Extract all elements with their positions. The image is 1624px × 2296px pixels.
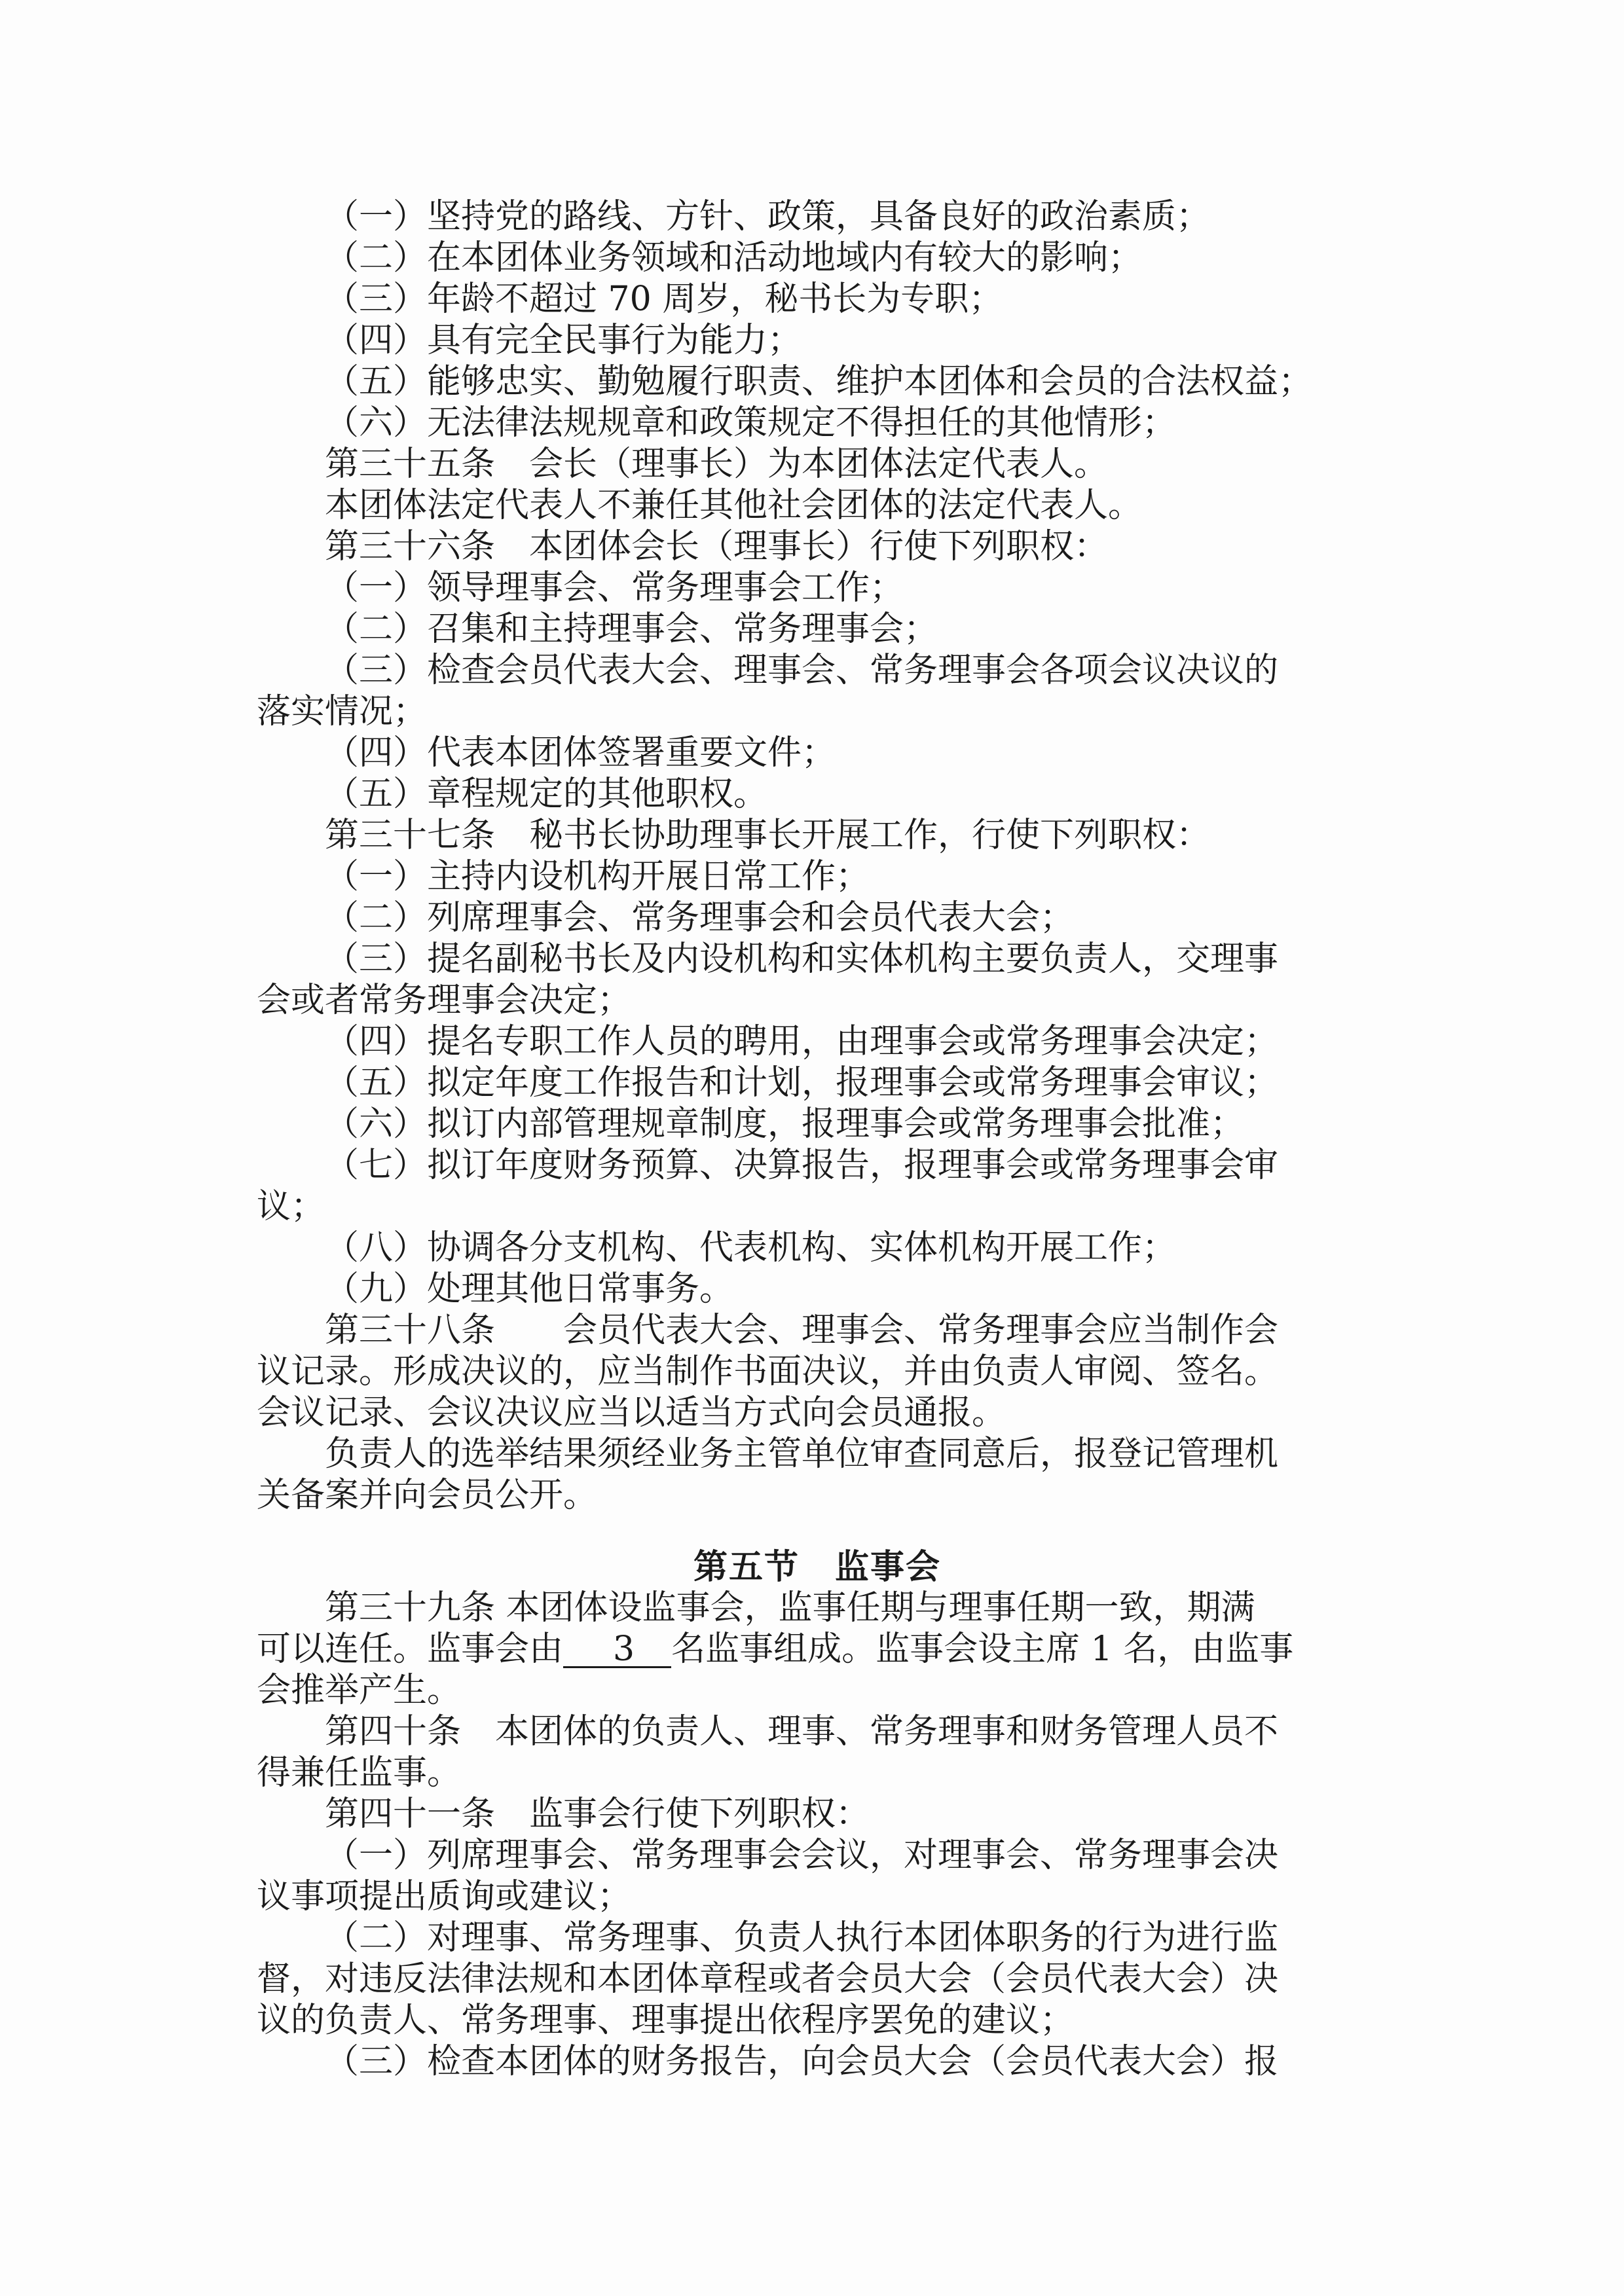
text-line: 会或者常务理事会决定； [257,981,632,1020]
text-line: （一）坚持党的路线、方针、政策，具备良好的政治素质； [325,197,1211,236]
text-line: 议； [257,1187,325,1226]
document-body [257,196,1378,2083]
text-line: 议的负责人、常务理事、理事提出依程序罢免的建议； [257,2001,1075,2040]
text-line: 督，对违反法律法规和本团体章程或者会员大会（会员代表大会）决 [257,1959,1279,1999]
text-line [257,1629,1378,1670]
text-line: （九）处理其他日常事务。 [325,1269,734,1309]
text-line: （五）拟定年度工作报告和计划，报理事会或常务理事会审议； [325,1063,1279,1102]
text-line: （五）章程规定的其他职权。 [325,774,768,814]
text-line: （五）能够忠实、勤勉履行职责、维护本团体和会员的合法权益； [325,362,1313,401]
article-38: 第三十八条 会员代表大会、理事会、常务理事会应当制作会 [325,1311,1279,1350]
text-line: （二）在本团体业务领域和活动地域内有较大的影响； [325,238,1143,278]
article-35: 第三十五条 会长（理事长）为本团体法定代表人。 [325,445,1109,484]
text-line: （三）提名副秘书长及内设机构和实体机构主要负责人，交理事 [325,939,1279,979]
section-title: 第五节 监事会 [693,1547,941,1587]
article-41: 第四十一条 监事会行使下列职权： [325,1795,870,1834]
text-line: （二）召集和主持理事会、常务理事会； [325,610,938,649]
article-40: 第四十条 本团体的负责人、理事、常务理事和财务管理人员不 [325,1712,1279,1751]
text-line: （六）无法律法规规章和政策规定不得担任的其他情形； [325,403,1177,443]
text-line: （六）拟订内部管理规章制度，报理事会或常务理事会批准； [325,1104,1245,1144]
text-line: （七）拟订年度财务预算、决算报告，报理事会或常务理事会审 [325,1146,1279,1185]
text-line: 关备案并向会员公开。 [257,1476,598,1515]
text-line: 议事项提出质询或建议； [257,1877,632,1916]
member-count-blank: 3 [563,1632,671,1668]
text-line: （一）列席理事会、常务理事会会议，对理事会、常务理事会决 [325,1836,1279,1875]
text-line: 得兼任监事。 [257,1753,462,1793]
text-fragment: 名监事组成。监事会设主席 1 名，由监事 [671,1630,1294,1669]
text-line: （二）列席理事会、常务理事会和会员代表大会； [325,898,1075,938]
text-line: （一）领导理事会、常务理事会工作； [325,568,904,608]
text-line: （一）主持内设机构开展日常工作； [325,857,870,896]
text-line: 本团体法定代表人不兼任其他社会团体的法定代表人。 [325,486,1143,525]
text-line: （八）协调各分支机构、代表机构、实体机构开展工作； [325,1228,1177,1267]
text-line: （四）代表本团体签署重要文件； [325,733,836,773]
text-line: （四）具有完全民事行为能力； [325,321,802,360]
article-37: 第三十七条 秘书长协助理事长开展工作，行使下列职权： [325,816,1211,855]
text-line: 议记录。形成决议的，应当制作书面决议，并由负责人审阅、签名。 [257,1352,1279,1391]
article-39: 第三十九条 本团体设监事会，监事任期与理事任期一致，期满 [325,1588,1255,1628]
text-line: （三）年龄不超过 70 周岁，秘书长为专职； [325,280,1003,319]
text-line: （三）检查会员代表大会、理事会、常务理事会各项会议决议的 [325,651,1279,690]
text-line: （三）检查本团体的财务报告，向会员大会（会员代表大会）报 [325,2042,1279,2081]
text-line: 落实情况； [257,692,428,731]
article-36: 第三十六条 本团体会长（理事长）行使下列职权： [325,527,1109,566]
text-line: （四）提名专职工作人员的聘用，由理事会或常务理事会决定； [325,1022,1279,1061]
text-line: 会议记录、会议决议应当以适当方式向会员通报。 [257,1393,1006,1432]
text-line: （二）对理事、常务理事、负责人执行本团体职务的行为进行监 [325,1918,1279,1958]
text-line: 会推举产生。 [257,1671,462,1710]
text-line: 负责人的选举结果须经业务主管单位审查同意后，报登记管理机 [325,1434,1279,1474]
text-fragment: 可以连任。监事会由 [257,1630,564,1669]
